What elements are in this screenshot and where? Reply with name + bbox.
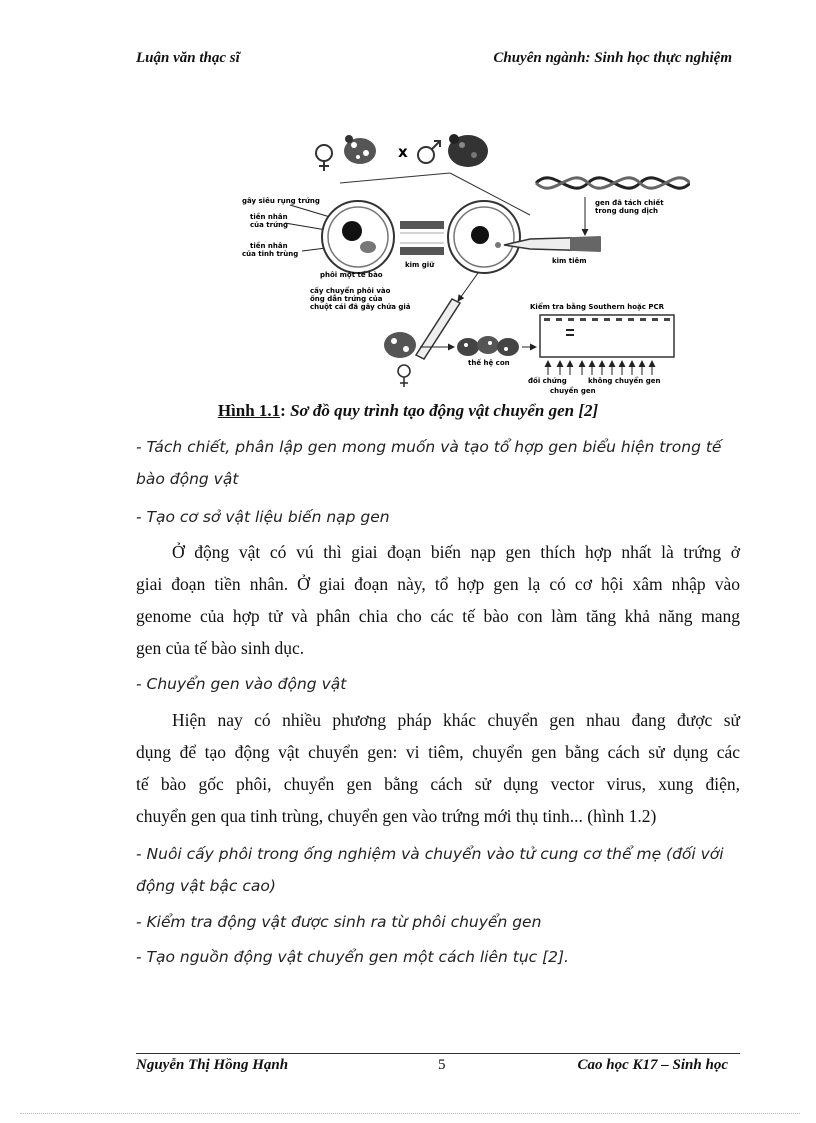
figure-caption-title: Sơ đồ quy trình tạo động vật chuyển gen [2]	[285, 401, 599, 420]
label-sperm-pronucleus-2: của tinh trùng	[242, 250, 299, 258]
transfer-pipette-icon	[416, 299, 460, 359]
figure-caption-label: Hình 1.1	[217, 401, 281, 420]
holding-pipette-icon	[400, 221, 444, 255]
paragraph-line: dụng để tạo động vật chuyển gen: vi tiêm, chuyển gen bằng cách sử dụng các	[136, 742, 740, 762]
label-holding-pipette: kim giữ	[405, 261, 435, 269]
list-item-vector-material: - Tạo cơ sở vật liệu biến nạp gen	[136, 508, 390, 526]
list-item-verify: - Kiểm tra động vật được sinh ra từ phôi chuyển gen	[136, 913, 542, 931]
label-superovulation: gây siêu rụng trứng	[242, 197, 320, 205]
injected-zygote-icon	[448, 201, 520, 273]
footer-program: Cao học K17 – Sinh học	[577, 1057, 728, 1073]
one-cell-embryo-icon	[322, 201, 394, 273]
label-offspring: thế hệ con	[468, 359, 510, 367]
label-sperm-pronucleus-1: tiền nhân	[250, 242, 288, 250]
paragraph-pronucleus	[136, 536, 740, 664]
label-transgenic: chuyển gen	[550, 387, 596, 395]
dna-helix-icon	[536, 178, 690, 188]
label-non-transgenic: không chuyển gen	[588, 377, 661, 385]
figure-caption	[0, 401, 816, 421]
paragraph-line: Hiện nay có nhiều phương pháp khác chuyển gen nhau đang được sử	[172, 710, 740, 730]
paragraph-line: giai đoạn tiền nhân. Ở giai đoạn này, tổ hợp gen lạ có cơ hội xâm nhập vào	[136, 574, 740, 594]
list-item-extract-line2: bào động vật	[136, 470, 239, 488]
label-transfer-1: cấy chuyển phôi vào	[310, 287, 391, 295]
footer-page-number: 5	[438, 1057, 446, 1073]
gel-screening-box	[540, 315, 674, 357]
label-one-cell-embryo: phôi một tế bào	[320, 271, 383, 279]
paragraph-line: gen của tế bào sinh dục.	[136, 638, 305, 658]
label-screening: Kiểm tra bằng Southern hoặc PCR	[530, 303, 664, 311]
label-control: đối chứng	[528, 377, 567, 385]
label-injection-needle: kim tiêm	[552, 257, 587, 265]
foster-mother-mouse-icon	[384, 332, 416, 358]
list-item-extract-line1: - Tách chiết, phân lập gen mong muốn và tạo tổ hợp gen biểu hiện trong tế	[136, 438, 722, 456]
list-item-gene-transfer: - Chuyển gen vào động vật	[136, 675, 347, 693]
male-mouse-icon	[448, 134, 488, 167]
figure-caption-separator: :	[280, 401, 286, 420]
footer-author: Nguyễn Thị Hồng Hạnh	[136, 1057, 289, 1073]
paragraph-line: tế bào gốc phôi, chuyển gen bằng cách sử dụng vector virus, xung điện,	[136, 774, 740, 794]
label-extracted-gene-2: trong dung dịch	[595, 207, 659, 215]
page-bottom-dotted-line	[20, 1113, 800, 1114]
cross-symbol: x	[398, 143, 408, 161]
header-thesis-label: Luận văn thạc sĩ	[136, 50, 240, 66]
label-transfer-3: chuột cái đã gây chửa giả	[310, 303, 411, 311]
list-item-culture-line1: - Nuôi cấy phôi trong ống nghiệm và chuyển vào tử cung cơ thể mẹ (đối với	[136, 845, 724, 863]
foster-female-symbol-icon	[398, 365, 410, 387]
paragraph-line: genome của hợp tử và phân chia cho các tế bào con làm tăng khả năng mang	[136, 606, 740, 626]
female-symbol-icon	[316, 145, 332, 171]
label-egg-pronucleus-1: tiền nhân	[250, 213, 288, 221]
footer-divider	[136, 1053, 740, 1054]
header-major-label: Chuyên ngành: Sinh học thực nghiệm	[493, 50, 732, 66]
paragraph-methods	[136, 704, 740, 832]
list-item-continuous-source: - Tạo nguồn động vật chuyển gen một cách liên tục [2].	[136, 948, 569, 966]
offspring-mice-icon	[457, 336, 519, 356]
label-egg-pronucleus-2: của trứng	[250, 221, 289, 229]
male-symbol-icon	[418, 141, 440, 163]
paragraph-line: Ở động vật có vú thì giai đoạn biến nạp gen thích hợp nhất là trứng ở	[172, 542, 740, 562]
transgenic-process-diagram	[240, 125, 690, 395]
female-mouse-icon	[344, 135, 376, 164]
label-transfer-2: ống dẫn trứng của	[310, 295, 383, 303]
label-extracted-gene-1: gen đã tách chiết	[595, 199, 664, 207]
list-item-culture-line2: động vật bậc cao)	[136, 877, 276, 895]
paragraph-line: chuyển gen qua tinh trùng, chuyển gen vào trứng mới thụ tinh... (hình 1.2)	[136, 806, 657, 826]
